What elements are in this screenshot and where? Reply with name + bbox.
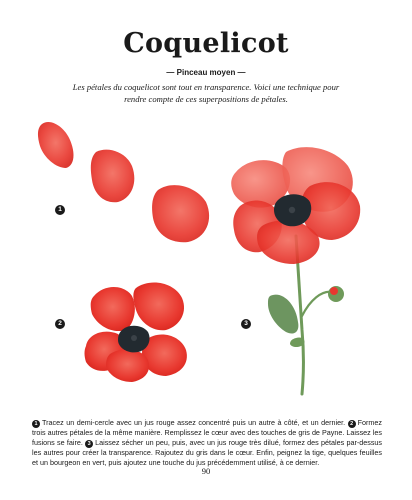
page-title: Coquelicot	[123, 28, 289, 59]
instruction-badge-2: 2	[348, 420, 356, 428]
step-3-center-dot	[289, 207, 295, 213]
instruction-badge-3: 3	[85, 440, 93, 448]
step-1-petal-b	[91, 150, 135, 203]
instruction-step-1: Tracez un demi-cercle avec un jus rouge assez concentré puis un autre à côté, et un dernier.	[42, 418, 346, 427]
step-3-flower	[231, 147, 360, 394]
step-1-petals	[38, 122, 209, 242]
step-2-petal-bottom	[106, 349, 149, 382]
step-3-bud-stem	[302, 292, 332, 316]
step-2-petal-top-left	[91, 287, 135, 331]
instruction-step-3: Laissez sécher un peu, puis, avec un jus rouge très dilué, formez des pétales par-dessus les autres pour créer la transparence. Rajoutez du gris dans le cœur. Enfin, peignez la tige, quelques feuilles et un bourgeon en vert, puis ajoutez une touche du jus précédemment utilisé, à ce dernier.	[32, 438, 383, 467]
page-number: 90	[201, 466, 211, 476]
instruction-step-2: Formez trois autres pétales de la même manière. Remplissez le cœur avec des touches de gris de Payne. Laissez les fusions se faire.	[32, 418, 383, 447]
brush-size-subtitle: — Pinceau moyen —	[166, 68, 246, 77]
intro-paragraph: Les pétales du coquelicot sont tout en transparence. Voici une technique pour rendre compte de ces superpositions de pétales.	[72, 82, 340, 104]
step-2-badge: 2	[55, 319, 65, 329]
step-2-flower	[85, 283, 187, 382]
step-1-petal-c	[152, 185, 209, 242]
step-3-leaf-left	[268, 295, 298, 334]
instructions-paragraph	[32, 418, 382, 468]
instruction-badge-1: 1	[32, 420, 40, 428]
step-1-badge: 1	[55, 205, 65, 215]
step-2-petal-top-right	[133, 283, 184, 331]
step-3-badge: 3	[241, 319, 251, 329]
step-1-petal-a	[38, 122, 74, 168]
step-2-center-dot	[131, 335, 137, 341]
step-3-bud-tip	[330, 287, 338, 295]
